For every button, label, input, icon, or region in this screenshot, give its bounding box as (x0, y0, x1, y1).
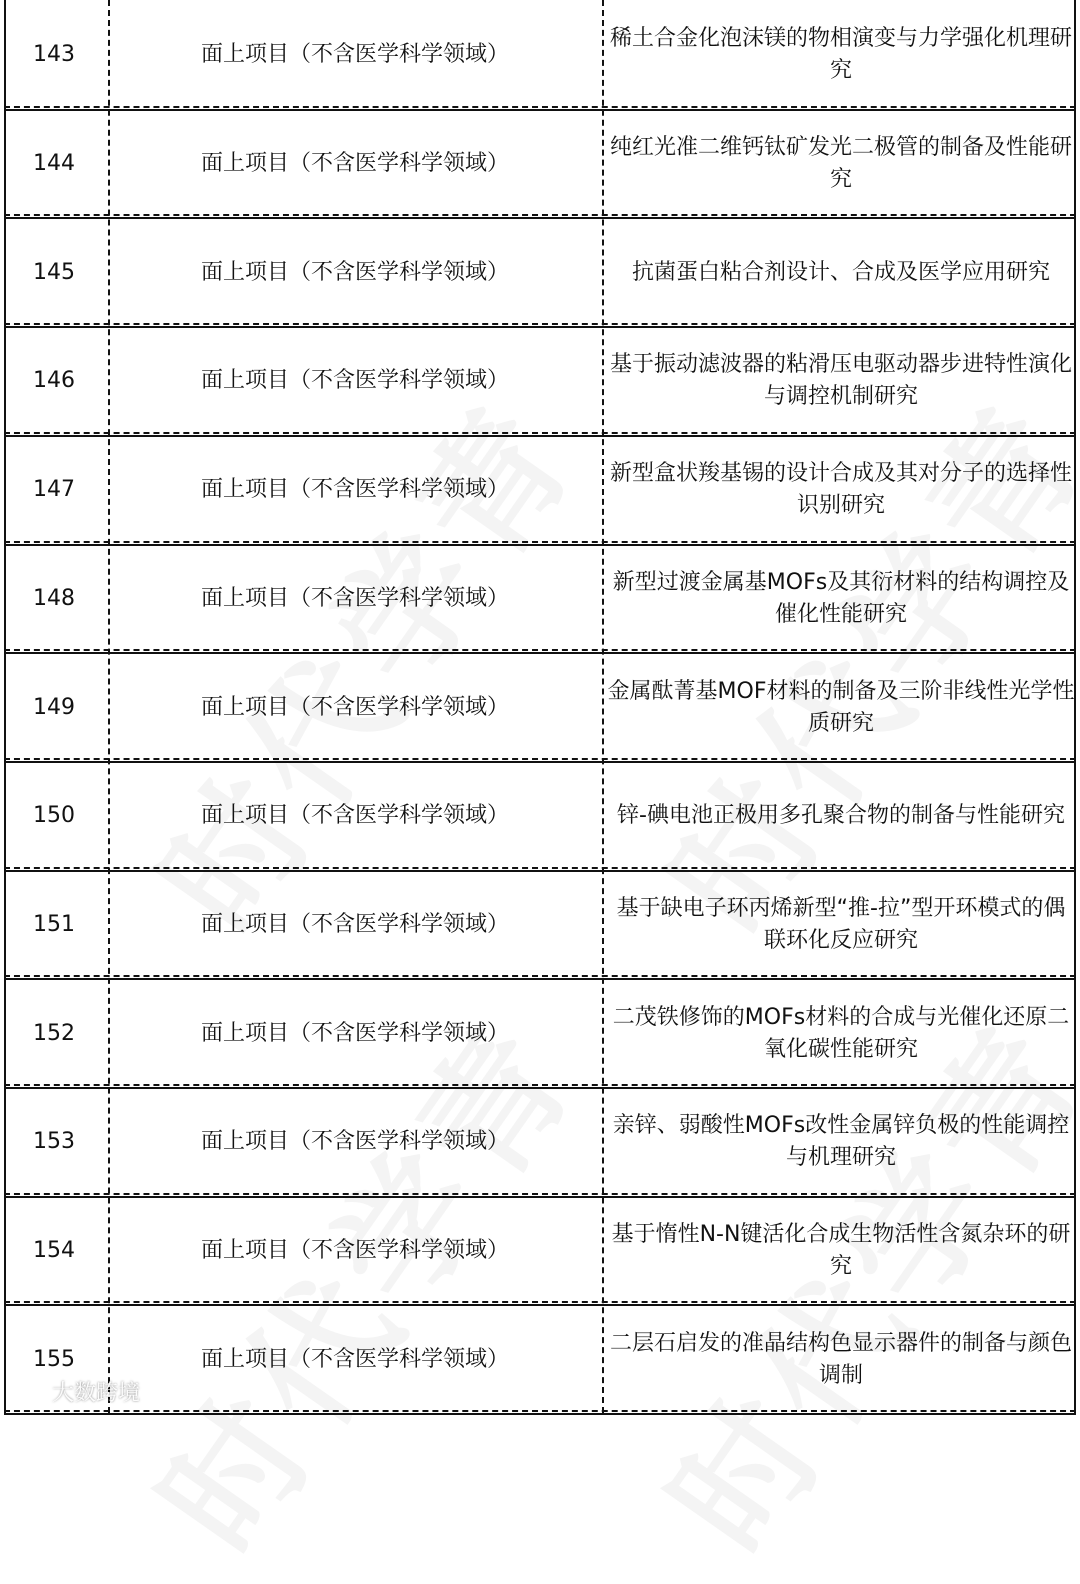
project-title: 二层石启发的准晶结构色显示器件的制备与颜色调制 (609, 1330, 1072, 1388)
row-divider-dashed (4, 106, 1076, 108)
column-divider (602, 0, 604, 1413)
row-divider-dashed (4, 432, 1076, 434)
table-row (0, 1088, 1080, 1197)
project-title: 基于振动滤波器的粘滑压电驱动器步进特性演化与调控机制研究 (609, 352, 1072, 410)
row-number: 145 (33, 259, 75, 285)
project-category: 面上项目（不含医学科学领域） (200, 1020, 509, 1046)
table-row (0, 762, 1080, 871)
table-row (0, 1305, 1080, 1414)
row-number: 153 (33, 1129, 75, 1155)
row-number: 144 (33, 151, 75, 177)
row-number: 147 (33, 477, 75, 503)
project-category: 面上项目（不含医学科学领域） (200, 368, 509, 394)
project-title: 亲锌、弱酸性MOFs改性金属锌负极的性能调控与机理研究 (612, 1113, 1070, 1171)
row-divider-dashed (4, 649, 1076, 651)
row-divider-dashed (4, 758, 1076, 760)
project-title: 金属酞菁基MOF材料的制备及三阶非线性光学性质研究 (607, 678, 1075, 736)
project-title: 稀土合金化泡沫镁的物相演变与力学强化机理研究 (609, 26, 1072, 84)
row-number: 152 (33, 1020, 75, 1046)
table-row (0, 545, 1080, 654)
project-title: 基于惰性N-N键活化合成生物活性含氮杂环的研究 (611, 1222, 1071, 1280)
table-row (0, 218, 1080, 327)
project-title: 锌-碘电池正极用多孔聚合物的制备与性能研究 (617, 803, 1065, 829)
project-category: 面上项目（不含医学科学领域） (200, 585, 509, 611)
project-category: 面上项目（不含医学科学领域） (200, 42, 509, 68)
project-category: 面上项目（不含医学科学领域） (200, 1238, 509, 1264)
table-row (0, 871, 1080, 980)
column-divider (108, 0, 110, 1413)
row-divider-dashed (4, 1193, 1076, 1195)
source-logo (8, 1376, 140, 1407)
row-divider-dashed (4, 323, 1076, 325)
table-row (0, 436, 1080, 545)
table-row (0, 979, 1080, 1088)
cloud-logo-icon (8, 1381, 48, 1403)
project-category: 面上项目（不含医学科学领域） (200, 1346, 509, 1372)
row-divider-dashed (4, 541, 1076, 543)
project-title: 抗菌蛋白粘合剂设计、合成及医学应用研究 (631, 259, 1050, 285)
row-number: 155 (33, 1346, 75, 1372)
project-category: 面上项目（不含医学科学领域） (200, 803, 509, 829)
row-divider-dashed (4, 214, 1076, 216)
project-category: 面上项目（不含医学科学领域） (200, 151, 509, 177)
row-divider-dashed (4, 867, 1076, 869)
row-divider-dashed (4, 1301, 1076, 1303)
row-divider-dashed (4, 1084, 1076, 1086)
row-number: 146 (33, 368, 75, 394)
project-category: 面上项目（不含医学科学领域） (200, 911, 509, 937)
row-number: 151 (33, 911, 75, 937)
row-divider-dashed (4, 975, 1076, 977)
project-title: 纯红光准二维钙钛矿发光二极管的制备及性能研究 (609, 135, 1072, 193)
project-title: 新型盒状羧基锡的设计合成及其对分子的选择性识别研究 (609, 461, 1072, 519)
row-number: 149 (33, 694, 75, 720)
table-right-border (1074, 0, 1076, 1413)
row-number: 150 (33, 803, 75, 829)
row-number: 143 (33, 42, 75, 68)
source-logo-text: 大数跨境 (52, 1381, 141, 1406)
table-row (0, 653, 1080, 762)
table-row (0, 327, 1080, 436)
project-title: 基于缺电子环丙烯新型“推-拉”型开环模式的偶联环化反应研究 (616, 895, 1066, 953)
table-row (0, 110, 1080, 219)
table-row (0, 1, 1080, 110)
project-category: 面上项目（不含医学科学领域） (200, 694, 509, 720)
project-category: 面上项目（不含医学科学领域） (200, 259, 509, 285)
project-category: 面上项目（不含医学科学领域） (200, 1129, 509, 1155)
project-category: 面上项目（不含医学科学领域） (200, 477, 509, 503)
row-number: 148 (33, 585, 75, 611)
table-left-border (4, 0, 6, 1413)
row-number: 154 (33, 1238, 75, 1264)
project-title: 二茂铁修饰的MOFs材料的合成与光催化还原二氧化碳性能研究 (612, 1004, 1070, 1062)
row-divider-dashed (4, 1410, 1076, 1412)
project-title: 新型过渡金属基MOFs及其衍材料的结构调控及催化性能研究 (612, 569, 1070, 627)
table-row (0, 1197, 1080, 1306)
row-divider (4, 1413, 1076, 1415)
